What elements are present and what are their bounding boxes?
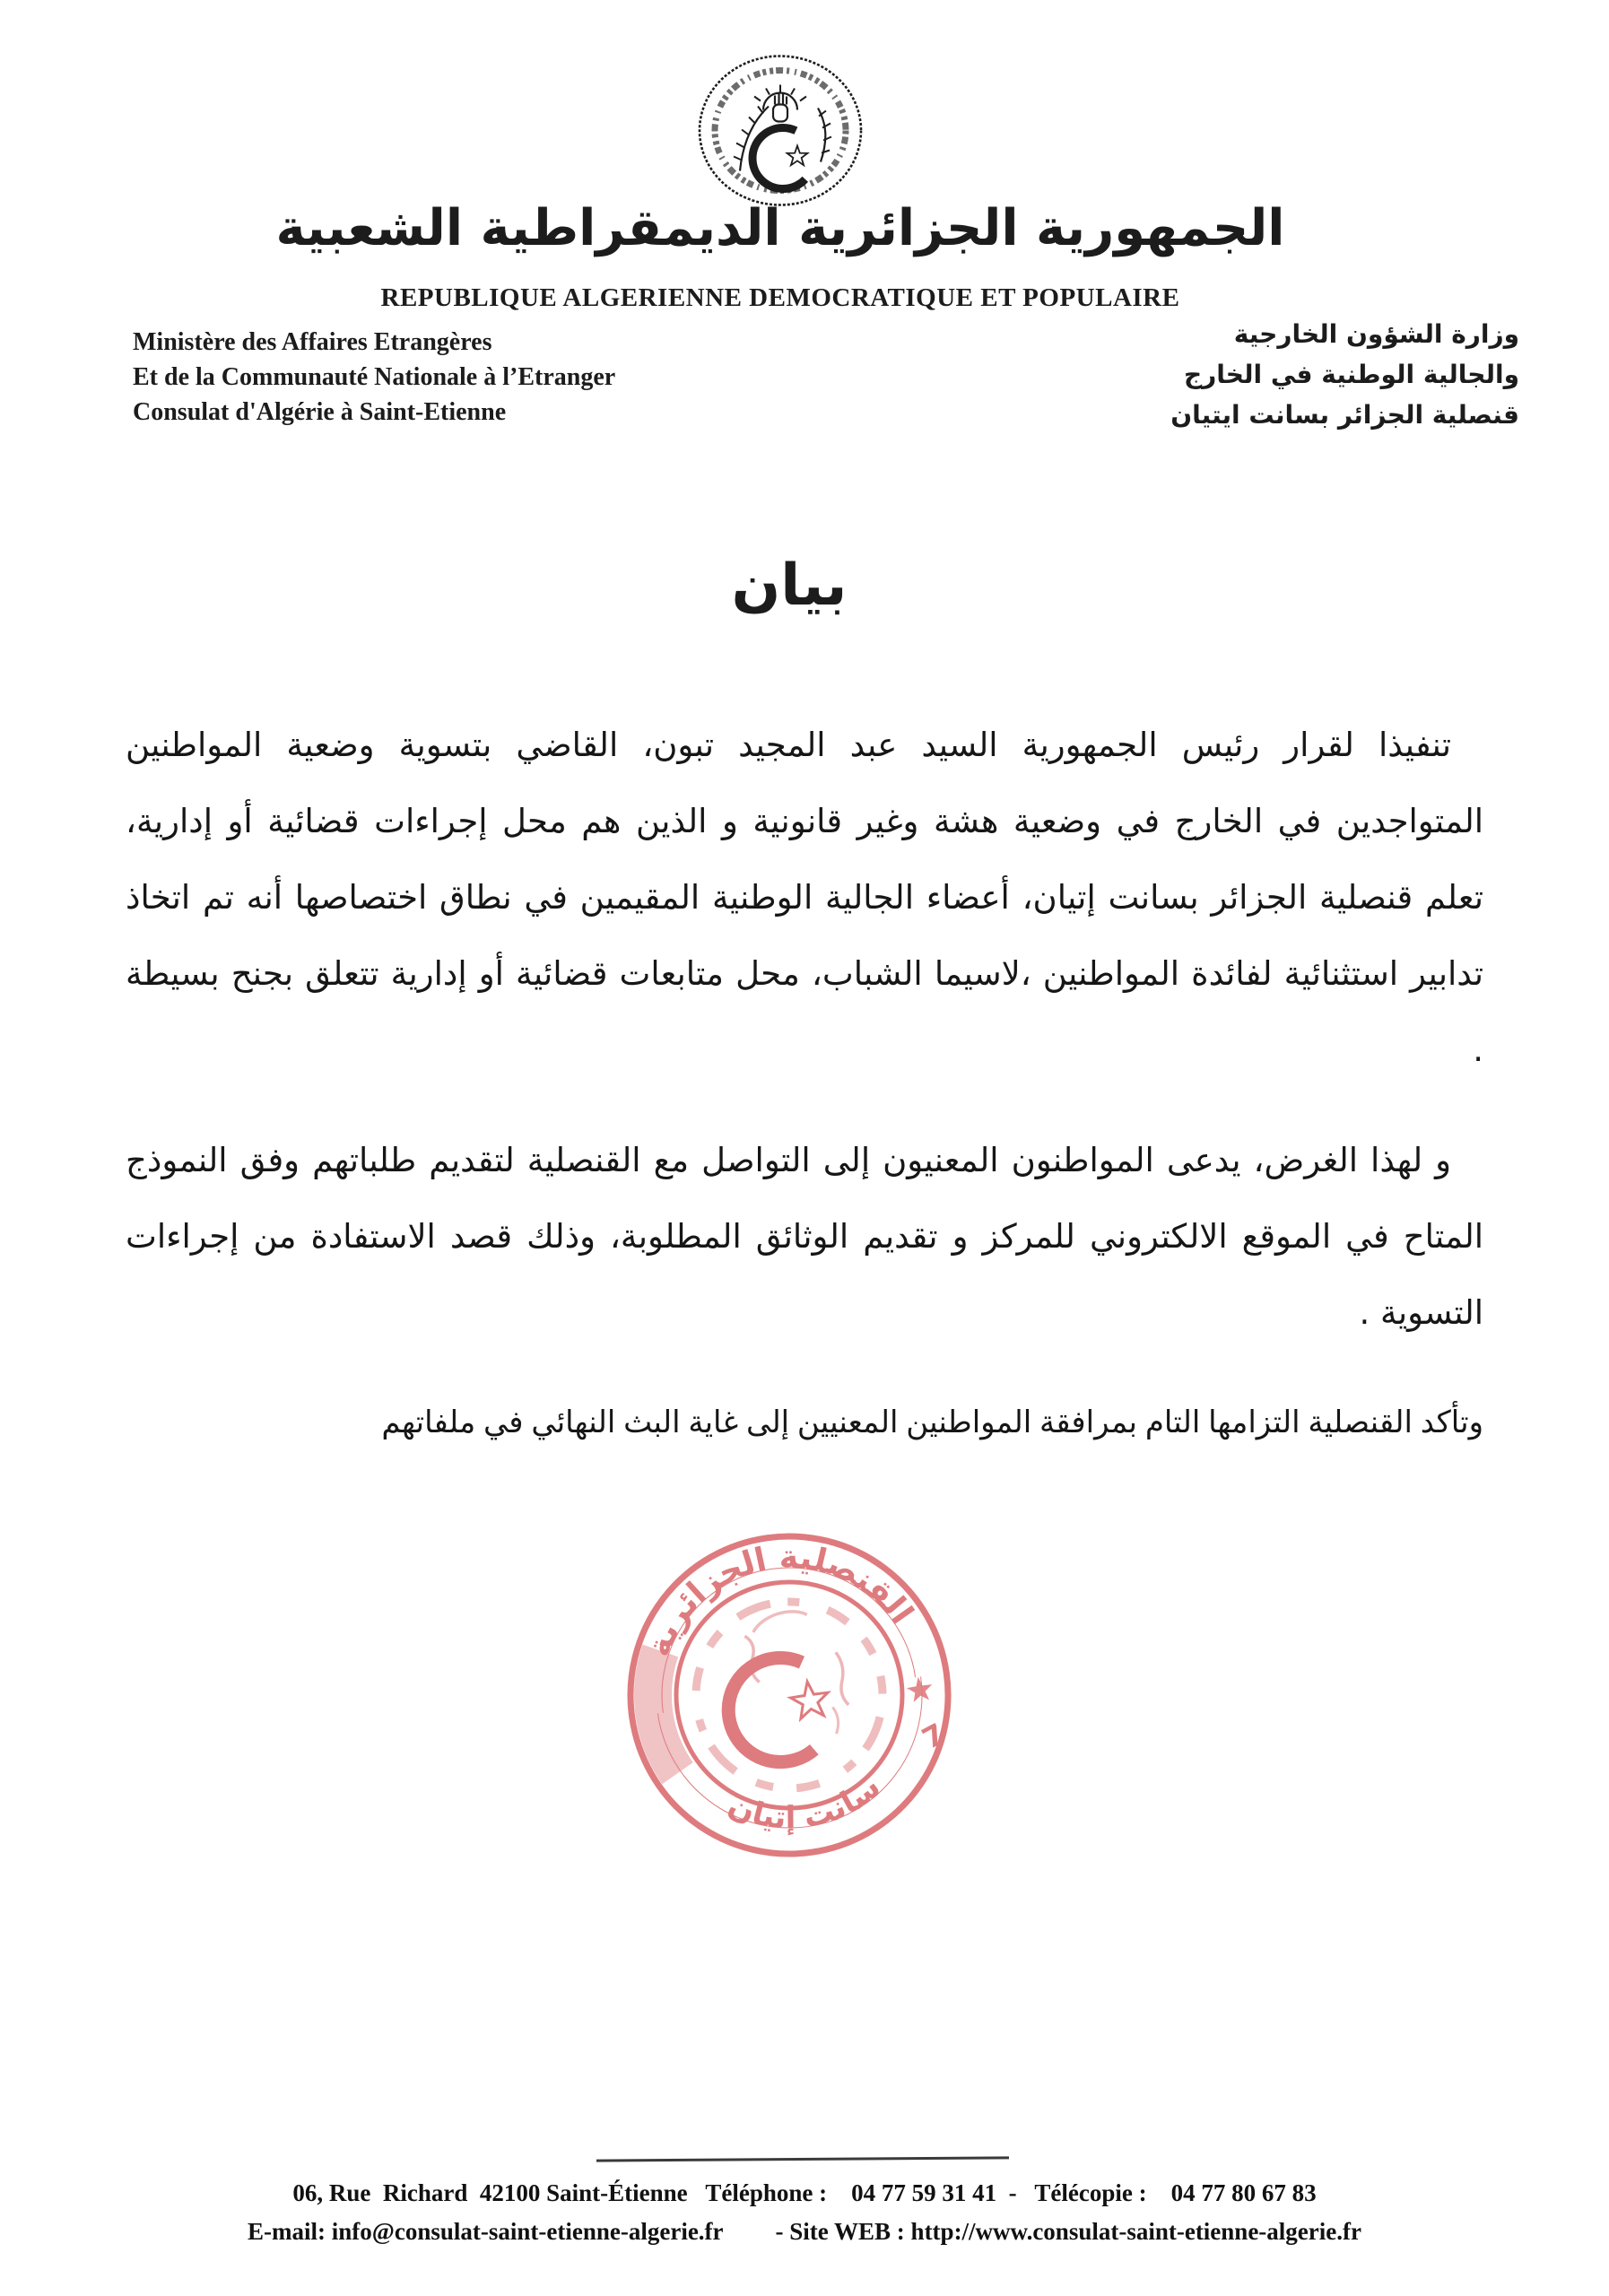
footer-email: E-mail: info@consulat-saint-etienne-algerie.fr [248, 2218, 724, 2245]
ministry-block-arabic [1170, 314, 1519, 435]
stamp-number: 7 [916, 1716, 951, 1756]
body-paragraph-3: وتأكد القنصلية التزامها التام بمرافقة المواطنين المعنيين إلى غاية البث النهائي في ملفاتهم [381, 1405, 1483, 1440]
body-paragraph-2: و لهذا الغرض، يدعى المواطنون المعنيون إلى التواصل مع القنصلية لتقديم طلباتهم وفق النموذج المتاح في الموقع الالكتروني للمركز و تقديم الوثائق المطلوبة، وذلك قصد الاستفادة من إجراءات التسوية . [126, 1141, 1483, 1332]
ministry-block-french [133, 325, 615, 430]
ministry-arabic-line-2: والجالية الوطنية في الخارج [1183, 360, 1519, 389]
svg-text:القنصلية الجزائرية [628, 1525, 923, 1665]
algeria-emblem-icon [695, 52, 865, 210]
ministry-arabic-line-1: وزارة الشؤون الخارجية [1233, 319, 1519, 349]
ministry-french-line-2: Et de la Communauté Nationale à l’Etranger [133, 363, 616, 391]
republic-title-french: REPUBLIQUE ALGERIENNE DEMOCRATIQUE ET POPULAIRE [380, 283, 1180, 312]
ministry-french-line-3: Consulat d'Algérie à Saint-Etienne [133, 398, 507, 426]
footer-website: - Site WEB : http://www.consulat-saint-etienne-algerie.fr [775, 2218, 1361, 2245]
body-paragraph-1: تنفيذا لقرار رئيس الجمهورية السيد عبد المجيد تبون، القاضي بتسوية وضعية المواطنين المتواجدين في الخارج في وضعية هشة وغير قانونية و الذين هم محل إجراءات قضائية أو إدارية، تعلم قنصلية الجزائر بسانت إتيان، أعضاء الجالية الوطنية المقيمين في نطاق اختصاصها أنه تم اتخاذ تدابير استثنائية لفائدة المواطنين ،لاسيما الشباب، محل متابعات قضائية أو إدارية تتعلق بجنح بسيطة . [126, 726, 1483, 1069]
stamp-bottom-text: سانت إتيان [723, 1769, 888, 1837]
republic-title-arabic: الجمهورية الجزائرية الديمقراطية الشعبية [275, 199, 1285, 257]
stamp-top-text: القنصلية الجزائرية [639, 1538, 920, 1662]
ministry-french-line-1: Ministère des Affaires Etrangères [133, 328, 492, 356]
footer-divider [596, 2156, 1009, 2161]
footer-contact-line [0, 2218, 1609, 2246]
footer-address-line: 06, Rue Richard 42100 Saint-Étienne Téléphone : 04 77 59 31 41 - Télécopie : 04 77 80 67 83 [292, 2179, 1317, 2206]
document-title: بيان [731, 552, 848, 619]
document-body [126, 707, 1483, 1461]
consulate-stamp-icon [619, 1525, 960, 1866]
ministry-arabic-line-3: قنصلية الجزائر بسانت ايتيان [1170, 400, 1519, 430]
